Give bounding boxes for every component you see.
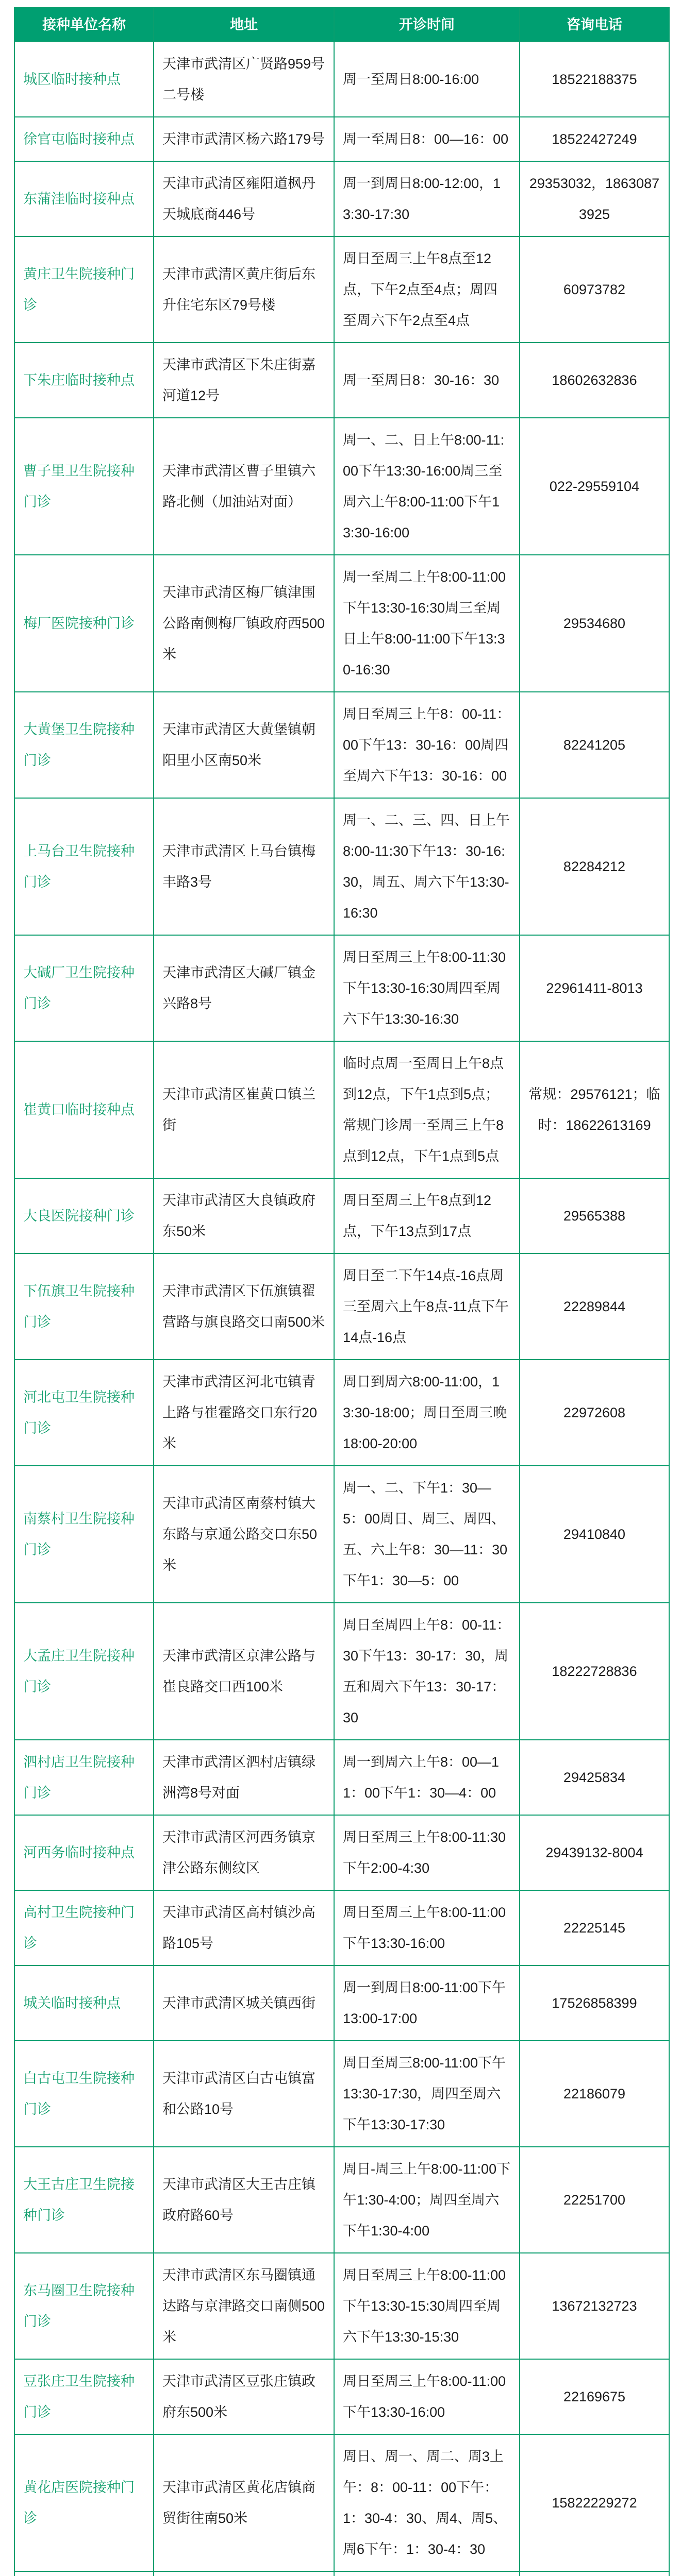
site-name-cell: 大良医院接种门诊 <box>14 1178 154 1253</box>
phone-cell: 29534680 <box>520 555 669 692</box>
site-name-cell: 梅厂医院接种门诊 <box>14 555 154 692</box>
hours-cell: 周一到周日8:00-11:00下午13:00-17:00 <box>334 1965 520 2041</box>
phone-cell: 22186079 <box>520 2041 669 2147</box>
phone-cell: 18222728836 <box>520 1603 669 1740</box>
address-cell: 天津市武清区河北屯镇青上路与崔霍路交口东行20米 <box>154 1360 334 1466</box>
table-row <box>14 117 669 161</box>
site-name-cell: 东马圈卫生院接种门诊 <box>14 2253 154 2359</box>
phone-cell: 22251700 <box>520 2147 669 2253</box>
table-row <box>14 555 669 692</box>
site-name-cell: 大黄堡卫生院接种门诊 <box>14 692 154 798</box>
table-row <box>14 343 669 418</box>
address-cell: 天津市武清区大碱厂镇金兴路8号 <box>154 935 334 1041</box>
header-phone: 咨询电话 <box>520 8 669 42</box>
table-row <box>14 1815 669 1890</box>
address-cell: 天津市武清区河西务镇京津公路东侧纹区 <box>154 1815 334 1890</box>
table-row <box>14 2359 669 2434</box>
hours-cell: 周一、二、三、四、日上午8:00-11:30下午13：30-16:30，周五、周六下午13:30-16:30 <box>334 798 520 935</box>
phone-cell: 29425834 <box>520 1740 669 1815</box>
site-name-cell: 大碱厂卫生院接种门诊 <box>14 935 154 1041</box>
phone-cell: 13672132723 <box>520 2253 669 2359</box>
address-cell: 天津市武清区泗村店镇绿洲湾8号对面 <box>154 1740 334 1815</box>
hours-cell: 周日至二下午14点-16点周三至周六上午8点-11点下午14点-16点 <box>334 1253 520 1360</box>
address-cell <box>154 2571 334 2576</box>
hours-cell: 周日到周六8:00-11:00，13:30-18:00；周日至周三晚18:00-20:00 <box>334 1360 520 1466</box>
address-cell: 天津市武清区城关镇西街 <box>154 1965 334 2041</box>
site-name-cell <box>14 2571 154 2576</box>
vaccination-schedule <box>14 7 669 2576</box>
site-name-cell: 东蒲洼临时接种点 <box>14 161 154 236</box>
table-row <box>14 1890 669 1965</box>
table-row <box>14 2147 669 2253</box>
table-row <box>14 1965 669 2041</box>
site-name-cell: 大王古庄卫生院接种门诊 <box>14 2147 154 2253</box>
phone-cell: 22289844 <box>520 1253 669 1360</box>
address-cell: 天津市武清区下伍旗镇翟营路与旗良路交口南500米 <box>154 1253 334 1360</box>
site-name-cell: 南蔡村卫生院接种门诊 <box>14 1466 154 1603</box>
site-name-cell: 黄庄卫生院接种门诊 <box>14 236 154 343</box>
table-row <box>14 161 669 236</box>
phone-cell: 29353032，18630873925 <box>520 161 669 236</box>
phone-cell: 15822229272 <box>520 2434 669 2571</box>
table-row <box>14 1178 669 1253</box>
table-row <box>14 1041 669 1178</box>
hours-cell: 周日至周三上午8点至12点，下午2点至4点；周四至周六下午2点至4点 <box>334 236 520 343</box>
header-address: 地址 <box>154 8 334 42</box>
hours-cell: 周日-周三上午8:00-11:00下午1:30-4:00；周四至周六下午1:30-4:00 <box>334 2147 520 2253</box>
phone-cell: 29439132-8004 <box>520 1815 669 1890</box>
address-cell: 天津市武清区大王古庄镇政府路60号 <box>154 2147 334 2253</box>
hours-cell: 周一到周日8:00-12:00，13:30-17:30 <box>334 161 520 236</box>
hours-cell: 周日、周一、周二、周3上午：8：00-11：00下午：1：30-4：30、周4、周5、周6下午：1：30-4：30 <box>334 2434 520 2571</box>
table-row <box>14 236 669 343</box>
table-header-row <box>14 8 669 42</box>
phone-cell: 022-29559104 <box>520 418 669 555</box>
phone-cell: 82284212 <box>520 798 669 935</box>
address-cell: 天津市武清区崔黄口镇兰街 <box>154 1041 334 1178</box>
site-name-cell: 上马台卫生院接种门诊 <box>14 798 154 935</box>
hours-cell: 周日至周四上午8：00-11：30下午13：30-17：30，周五和周六下午13：30-17：30 <box>334 1603 520 1740</box>
table-row <box>14 1253 669 1360</box>
address-cell: 天津市武清区黄庄街后东升住宅东区79号楼 <box>154 236 334 343</box>
site-name-cell: 大孟庄卫生院接种门诊 <box>14 1603 154 1740</box>
site-name-cell: 泗村店卫生院接种门诊 <box>14 1740 154 1815</box>
table-row <box>14 418 669 555</box>
address-cell: 天津市武清区大黄堡镇朝阳里小区南50米 <box>154 692 334 798</box>
phone-cell: 22169675 <box>520 2359 669 2434</box>
table-row <box>14 2434 669 2571</box>
hours-cell: 周日至周三上午8:00-11:30下午13:30-16:30周四至周六下午13:30-16:30 <box>334 935 520 1041</box>
table-body <box>14 42 669 2576</box>
address-cell: 天津市武清区白古屯镇富和公路10号 <box>154 2041 334 2147</box>
hours-cell <box>334 2571 520 2576</box>
site-name-cell: 白古屯卫生院接种门诊 <box>14 2041 154 2147</box>
site-name-cell: 徐官屯临时接种点 <box>14 117 154 161</box>
address-cell: 天津市武清区广贤路959号二号楼 <box>154 42 334 117</box>
table-row <box>14 2253 669 2359</box>
address-cell: 天津市武清区梅厂镇津围公路南侧梅厂镇政府西500米 <box>154 555 334 692</box>
address-cell: 天津市武清区上马台镇梅丰路3号 <box>154 798 334 935</box>
phone-cell: 60973782 <box>520 236 669 343</box>
hours-cell: 周一至周二上午8:00-11:00下午13:30-16:30周三至周日上午8:00-11:00下午13:30-16:30 <box>334 555 520 692</box>
hours-cell: 周一到周六上午8：00—11：00下午1：30—4：00 <box>334 1740 520 1815</box>
address-cell: 天津市武清区南蔡村镇大东路与京通公路交口东50米 <box>154 1466 334 1603</box>
site-name-cell: 下朱庄临时接种点 <box>14 343 154 418</box>
site-name-cell: 河北屯卫生院接种门诊 <box>14 1360 154 1466</box>
phone-cell: 18522188375 <box>520 42 669 117</box>
header-site-name: 接种单位名称 <box>14 8 154 42</box>
hours-cell: 周日至周三上午8:00-11:00下午13:30-16:00 <box>334 1890 520 1965</box>
hours-cell: 周日至周三8:00-11:00下午13:30-17:30，周四至周六下午13:30-17:30 <box>334 2041 520 2147</box>
phone-cell: 29565388 <box>520 1178 669 1253</box>
hours-cell: 周一至周日8：30-16：30 <box>334 343 520 418</box>
phone-cell: 22972608 <box>520 1360 669 1466</box>
phone-cell: 22225145 <box>520 1890 669 1965</box>
address-cell: 天津市武清区杨六路179号 <box>154 117 334 161</box>
address-cell: 天津市武清区曹子里镇六路北侧（加油站对面） <box>154 418 334 555</box>
site-name-cell: 城关临时接种点 <box>14 1965 154 2041</box>
phone-cell: 18602632836 <box>520 343 669 418</box>
table-row <box>14 2041 669 2147</box>
phone-cell: 22961411-8013 <box>520 935 669 1041</box>
hours-cell: 周一至周日8:00-16:00 <box>334 42 520 117</box>
phone-cell: 18522427249 <box>520 117 669 161</box>
site-name-cell: 下伍旗卫生院接种门诊 <box>14 1253 154 1360</box>
table-row <box>14 1740 669 1815</box>
header-hours: 开诊时间 <box>334 8 520 42</box>
phone-cell: 17526858399 <box>520 1965 669 2041</box>
table-row <box>14 42 669 117</box>
hours-cell: 临时点周一至周日上午8点到12点，下午1点到5点；常规门诊周一至周三上午8点到12点，下午1点到5点 <box>334 1041 520 1178</box>
address-cell: 天津市武清区大良镇政府东50米 <box>154 1178 334 1253</box>
hours-cell: 周一、二、日上午8:00-11:00下午13:30-16:00周三至周六上午8:00-11:00下午13:30-16:00 <box>334 418 520 555</box>
hours-cell: 周日至周三上午8:00-11:00下午13:30-16:00 <box>334 2359 520 2434</box>
table-row <box>14 692 669 798</box>
table-row <box>14 1603 669 1740</box>
address-cell: 天津市武清区下朱庄街嘉河道12号 <box>154 343 334 418</box>
phone-cell <box>520 2571 669 2576</box>
address-cell: 天津市武清区豆张庄镇政府东500米 <box>154 2359 334 2434</box>
site-name-cell: 城区临时接种点 <box>14 42 154 117</box>
table-row <box>14 2571 669 2576</box>
hours-cell: 周日至周三上午8：00-11：00下午13：30-16：00周四至周六下午13：30-16：00 <box>334 692 520 798</box>
hours-cell: 周日至周三上午8:00-11:00下午13:30-15:30周四至周六下午13:30-15:30 <box>334 2253 520 2359</box>
table-row <box>14 1466 669 1603</box>
hours-cell: 周一、二、下午1：30—5：00周日、周三、周四、五、六上午8：30—11：30下午1：30—5：00 <box>334 1466 520 1603</box>
table-row <box>14 1360 669 1466</box>
address-cell: 天津市武清区高村镇沙高路105号 <box>154 1890 334 1965</box>
address-cell: 天津市武清区东马圈镇通达路与京津路交口南侧500米 <box>154 2253 334 2359</box>
address-cell: 天津市武清区雍阳道枫丹天城底商446号 <box>154 161 334 236</box>
hours-cell: 周一至周日8：00—16：00 <box>334 117 520 161</box>
address-cell: 天津市武清区京津公路与崔良路交口西100米 <box>154 1603 334 1740</box>
site-name-cell: 河西务临时接种点 <box>14 1815 154 1890</box>
hours-cell: 周日至周三上午8点到12点，下午13点到17点 <box>334 1178 520 1253</box>
vaccination-sites-table <box>14 7 670 2576</box>
phone-cell: 82241205 <box>520 692 669 798</box>
site-name-cell: 曹子里卫生院接种门诊 <box>14 418 154 555</box>
address-cell: 天津市武清区黄花店镇商贸街往南50米 <box>154 2434 334 2571</box>
site-name-cell: 崔黄口临时接种点 <box>14 1041 154 1178</box>
table-row <box>14 798 669 935</box>
hours-cell: 周日至周三上午8:00-11:30下午2:00-4:30 <box>334 1815 520 1890</box>
site-name-cell: 高村卫生院接种门诊 <box>14 1890 154 1965</box>
table-row <box>14 935 669 1041</box>
site-name-cell: 黄花店医院接种门诊 <box>14 2434 154 2571</box>
phone-cell: 29410840 <box>520 1466 669 1603</box>
phone-cell: 常规：29576121；临时：18622613169 <box>520 1041 669 1178</box>
site-name-cell: 豆张庄卫生院接种门诊 <box>14 2359 154 2434</box>
